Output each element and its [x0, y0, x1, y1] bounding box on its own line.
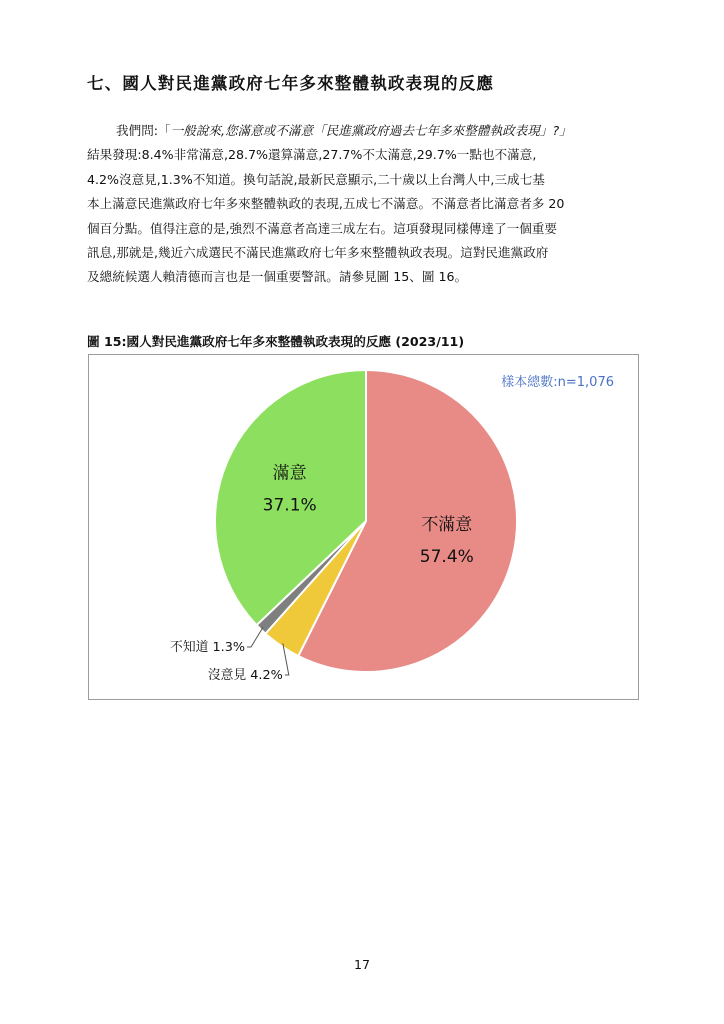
- section-heading: 七、國人對民進黨政府七年多來整體執政表現的反應: [87, 74, 495, 93]
- page-number: 17: [353, 957, 371, 972]
- body-line-4: 本上滿意民進黨政府七年多來整體執政的表現,五成七不滿意。不滿意者比滿意者多 20: [87, 196, 565, 212]
- body-paragraph: [87, 119, 639, 290]
- survey-question: 一般說來,您滿意或不滿意「民進黨政府過去七年多來整體執政表現」?」: [170, 123, 572, 138]
- body-line-5: 個百分點。值得注意的是,強烈不滿意者高達三成左右。這項發現同樣傳達了一個重要: [87, 220, 557, 236]
- body-line-7: 及總統候選人賴清德而言也是一個重要警訊。請參見圖 15、圖 16。: [87, 269, 468, 285]
- slice-value-label-4: 37.1%: [262, 495, 317, 516]
- body-line-1: [87, 119, 639, 143]
- body-line-3: 4.2%沒意見,1.3%不知道。換句話說,最新民意顯示,二十歲以上台灣人中,三成七基: [87, 171, 545, 187]
- pie-chart-frame: [88, 354, 639, 700]
- body-line-6: 訊息,那就是,幾近六成選民不滿民進黨政府七年多來整體執政表現。這對民進黨政府: [87, 244, 549, 260]
- slice-name-label-1: 不滿意: [421, 515, 473, 536]
- slice-name-label-4: 滿意: [272, 463, 307, 484]
- slice-value-label-1: 57.4%: [419, 547, 474, 568]
- pie-chart: [89, 355, 638, 699]
- figure-caption: 圖 15:國人對民進黨政府七年多來整體執政表現的反應 (2023/11): [87, 334, 465, 349]
- slice-callout-label-3: 不知道 1.3%: [170, 640, 246, 655]
- sample-size-note: 樣本總數:n=1,076: [501, 375, 614, 390]
- slice-callout-label-2: 沒意見 4.2%: [207, 668, 283, 683]
- body-line-2: 結果發現:8.4%非常滿意,28.7%還算滿意,27.7%不太滿意,29.7%一點也不滿意,: [87, 147, 537, 163]
- question-prefix: 我們問:「: [116, 123, 171, 138]
